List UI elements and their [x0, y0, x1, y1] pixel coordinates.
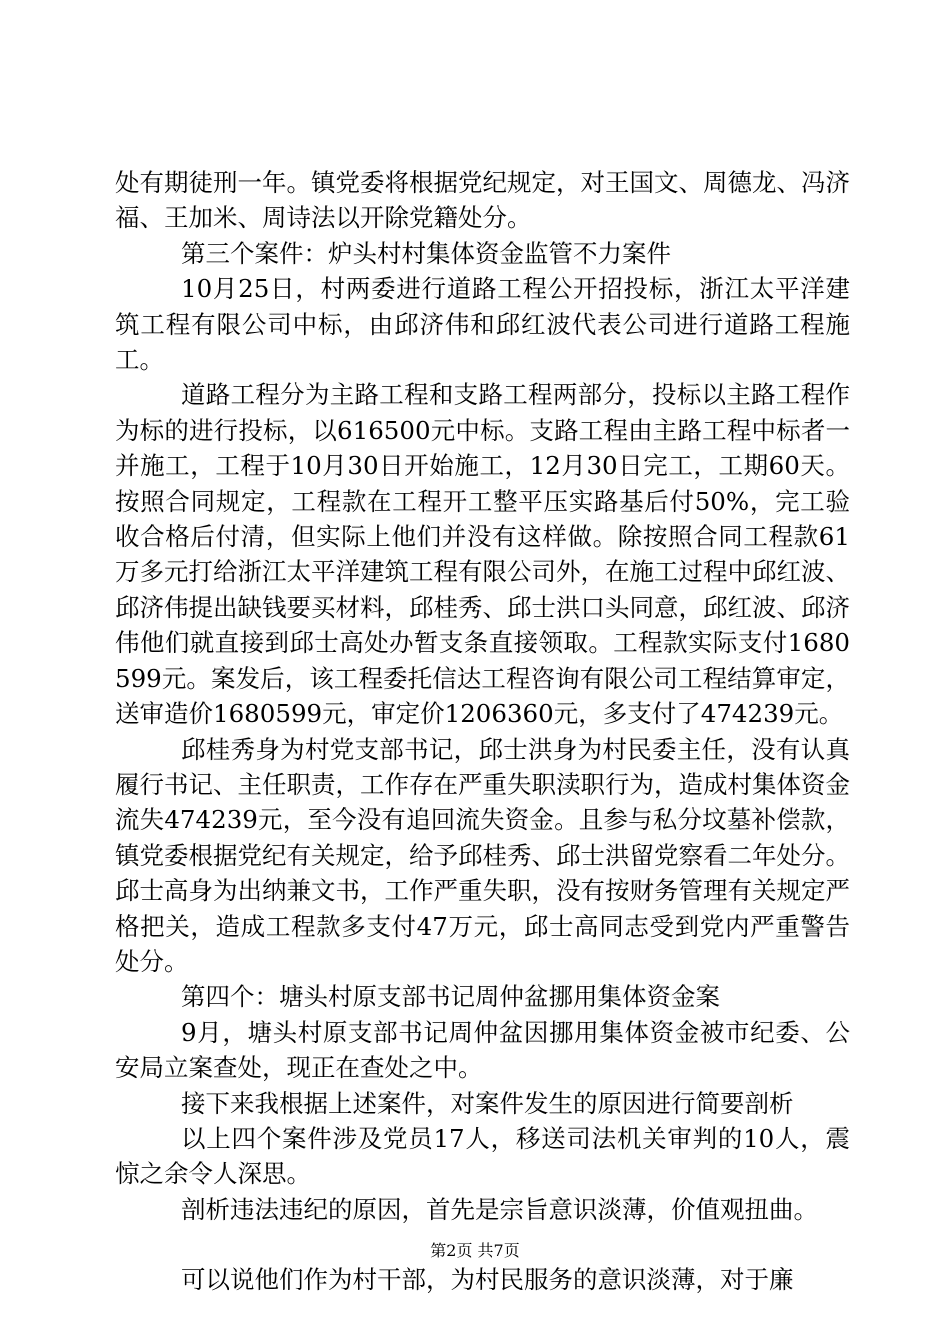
paragraph-summary: 以上四个案件涉及党员17人，移送司法机关审判的10人，震惊之余令人深思。	[115, 1123, 850, 1189]
paragraph-continuation: 处有期徒刑一年。镇党委将根据党纪规定，对王国文、周德龙、冯济福、王加米、周诗法以开除党籍处分。	[115, 168, 850, 233]
case-four-heading: 第四个：塘头村原支部书记周仲盆挪用集体资金案	[181, 982, 720, 1012]
case-three-heading: 第三个案件：炉头村村集体资金监管不力案件	[181, 238, 671, 268]
paragraph-disciplinary-action: 邱桂秀身为村党支部书记，邱士洪身为村民委主任，没有认真履行书记、主任职责，工作存在严重失职渎职行为，造成村集体资金流失474239元，至今没有追回流失资金。且参与私分坟墓补偿款，镇党委根据党纪有关规定，给予邱桂秀、邱士洪留党察看二年处分。邱士高身为出纳兼文书，工作严重失职，没有按财务管理有关规定严格把关，造成工程款多支付47万元，邱士高同志受到党内严重警告处分。	[115, 734, 850, 976]
document-body	[115, 165, 850, 1298]
paragraph-cause: 剖析违法违纪的原因，首先是宗旨意识淡薄，价值观扭曲。	[181, 1194, 818, 1224]
paragraph-case-four: 9月，塘头村原支部书记周仲盆因挪用集体资金被市纪委、公安局立案查处，现正在查处之中。	[115, 1017, 850, 1083]
page-footer: 第2页 共7页	[430, 1241, 520, 1260]
paragraph-analysis-intro: 接下来我根据上述案件，对案件发生的原因进行简要剖析	[181, 1088, 794, 1118]
paragraph-final: 可以说他们作为村干部，为村民服务的意识淡薄，对于廉	[181, 1265, 794, 1295]
paragraph-road-project: 道路工程分为主路工程和支路工程两部分，投标以主路工程作为标的进行投标，以616500元中标。支路工程由主路工程中标者一并施工，工程于10月30日开始施工，12月30日完工，工期60天。按照合同规定，工程款在工程开工整平压实路基后付50%，完工验收合格后付清，但实际上他们并没有这样做。除按照合同工程款61万多元打给浙江太平洋建筑工程有限公司外，在施工过程中邱红波、邱济伟提出缺钱要买材料，邱桂秀、邱士洪口头同意，邱红波、邱济伟他们就直接到邱士高处办暂支条直接领取。工程款实际支付1680599元。案发后，该工程委托信达工程咨询有限公司工程结算审定，送审造价1680599元，审定价1206360元，多支付了474239元。	[115, 380, 850, 729]
paragraph-bidding: 10月25日，村两委进行道路工程公开招投标，浙江太平洋建筑工程有限公司中标，由邱济伟和邱红波代表公司进行道路工程施工。	[115, 274, 850, 375]
